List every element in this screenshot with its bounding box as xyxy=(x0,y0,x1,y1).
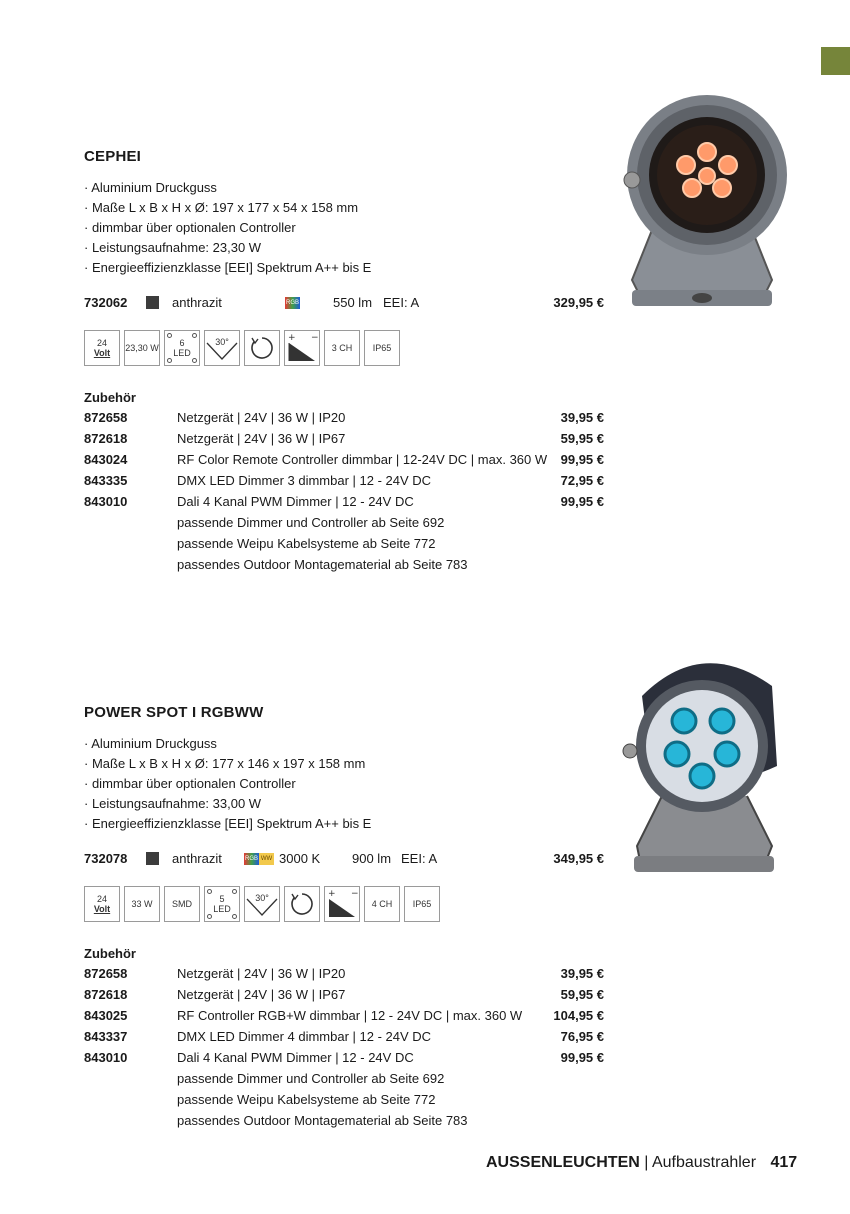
page-footer xyxy=(486,1154,797,1172)
ip-rating-icon: IP65 xyxy=(364,330,400,366)
svg-text:−: − xyxy=(311,333,319,343)
feature-item: · Aluminium Druckguss xyxy=(84,734,371,754)
accessory-row: 872658 Netzgerät | 24V | 36 W | IP20 39,95 € xyxy=(84,966,604,981)
accessory-row: 843025 RF Controller RGB+W dimmbar | 12 - 24V DC | max. 360 W 104,95 € xyxy=(84,1008,604,1023)
rgbww-icon xyxy=(244,853,274,865)
feature-item: · Maße L x B x H x Ø: 177 x 146 x 197 x 158 mm xyxy=(84,754,371,774)
product-title: POWER SPOT I RGBWW xyxy=(84,704,264,721)
channels-icon: 4 CH xyxy=(364,886,400,922)
color-swatch xyxy=(146,296,159,309)
accessory-note: passende Dimmer und Controller ab Seite 692 xyxy=(177,515,445,530)
spec-icons xyxy=(84,886,440,922)
rotatable-icon xyxy=(244,330,280,366)
dimmable-icon xyxy=(284,330,320,366)
feature-item: · Aluminium Druckguss xyxy=(84,178,371,198)
rgb-badge-label: RGB xyxy=(244,853,259,865)
product-power-spot xyxy=(84,704,614,1128)
beam-angle-icon: 30° xyxy=(204,330,240,366)
feature-item: · Energieeffizienzklasse [EEI] Spektrum A++ bis E xyxy=(84,814,371,834)
variant-row xyxy=(84,294,604,314)
rotatable-icon xyxy=(284,886,320,922)
feature-item: · Leistungsaufnahme: 23,30 W xyxy=(84,238,371,258)
footer-subsection: Aufbaustrahler xyxy=(651,1154,757,1171)
feature-list xyxy=(84,734,371,834)
feature-item: · dimmbar über optionalen Controller xyxy=(84,774,371,794)
accessory-row: 843335 DMX LED Dimmer 3 dimmbar | 12 - 24V DC 72,95 € xyxy=(84,473,604,488)
accessory-note: passende Weipu Kabelsysteme ab Seite 772 xyxy=(177,536,436,551)
accessory-row: 872658 Netzgerät | 24V | 36 W | IP20 39,95 € xyxy=(84,410,604,425)
accessory-row: 843010 Dali 4 Kanal PWM Dimmer | 12 - 24V DC 99,95 € xyxy=(84,1050,604,1065)
lumen: 550 lm xyxy=(333,295,373,310)
feature-item: · Energieeffizienzklasse [EEI] Spektrum A++ bis E xyxy=(84,258,371,278)
color-swatch xyxy=(146,852,159,865)
svg-text:+: + xyxy=(328,889,336,899)
eei: EEI: A xyxy=(383,295,420,310)
color-name: anthrazit xyxy=(172,851,222,866)
price: 329,95 € xyxy=(553,295,604,310)
led-count-icon: 6 LED xyxy=(164,330,200,366)
product-image-cephei xyxy=(612,80,792,320)
footer-separator: | xyxy=(644,1154,649,1171)
wattage-icon: 23,30 W xyxy=(124,330,160,366)
ww-badge-label: WW xyxy=(259,853,274,865)
feature-item: · dimmbar über optionalen Controller xyxy=(84,218,371,238)
page-number: 417 xyxy=(770,1154,798,1171)
svg-text:+: + xyxy=(288,333,296,343)
product-cephei xyxy=(84,148,614,572)
lumen: 900 lm xyxy=(352,851,392,866)
feature-list xyxy=(84,178,371,278)
spec-icons xyxy=(84,330,400,366)
voltage-icon: 24 Volt xyxy=(84,330,120,366)
beam-angle-icon: 30° xyxy=(244,886,280,922)
accessory-row: 843024 RF Color Remote Controller dimmbar | 12-24V DC | max. 360 W 99,95 € xyxy=(84,452,604,467)
ip-rating-icon: IP65 xyxy=(404,886,440,922)
color-name: anthrazit xyxy=(172,295,222,310)
eei: EEI: A xyxy=(401,851,438,866)
feature-item: · Maße L x B x H x Ø: 197 x 177 x 54 x 158 mm xyxy=(84,198,371,218)
article-number: 732062 xyxy=(84,295,128,310)
wattage-icon: 33 W xyxy=(124,886,160,922)
accessory-note: passendes Outdoor Montagematerial ab Seite 783 xyxy=(177,557,468,572)
dimmable-icon xyxy=(324,886,360,922)
smd-icon: SMD xyxy=(164,886,200,922)
article-number: 732078 xyxy=(84,851,128,866)
accessory-row: 872618 Netzgerät | 24V | 36 W | IP67 59,95 € xyxy=(84,987,604,1002)
variant-row xyxy=(84,850,604,870)
color-temperature: 3000 K xyxy=(279,851,321,866)
rgb-icon xyxy=(285,297,300,309)
led-count-icon: 5 LED xyxy=(204,886,240,922)
accessory-note: passende Dimmer und Controller ab Seite 692 xyxy=(177,1071,445,1086)
svg-text:−: − xyxy=(351,889,359,899)
accessory-row: 843337 DMX LED Dimmer 4 dimmbar | 12 - 24V DC 76,95 € xyxy=(84,1029,604,1044)
accessory-note: passende Weipu Kabelsysteme ab Seite 772 xyxy=(177,1092,436,1107)
footer-section: AUSSENLEUCHTEN xyxy=(486,1154,640,1171)
chapter-color-tab xyxy=(821,47,850,75)
accessories-title: Zubehör xyxy=(84,946,136,961)
feature-item: · Leistungsaufnahme: 33,00 W xyxy=(84,794,371,814)
product-title: CEPHEI xyxy=(84,148,142,165)
accessories-title: Zubehör xyxy=(84,390,136,405)
accessories-table xyxy=(84,408,604,576)
rgb-badge-label: RGB xyxy=(285,297,300,309)
product-image-power-spot xyxy=(612,646,792,886)
accessory-note: passendes Outdoor Montagematerial ab Seite 783 xyxy=(177,1113,468,1128)
accessories-table xyxy=(84,964,604,1132)
price: 349,95 € xyxy=(553,851,604,866)
channels-icon: 3 CH xyxy=(324,330,360,366)
accessory-row: 843010 Dali 4 Kanal PWM Dimmer | 12 - 24V DC 99,95 € xyxy=(84,494,604,509)
voltage-icon: 24 Volt xyxy=(84,886,120,922)
accessory-row: 872618 Netzgerät | 24V | 36 W | IP67 59,95 € xyxy=(84,431,604,446)
